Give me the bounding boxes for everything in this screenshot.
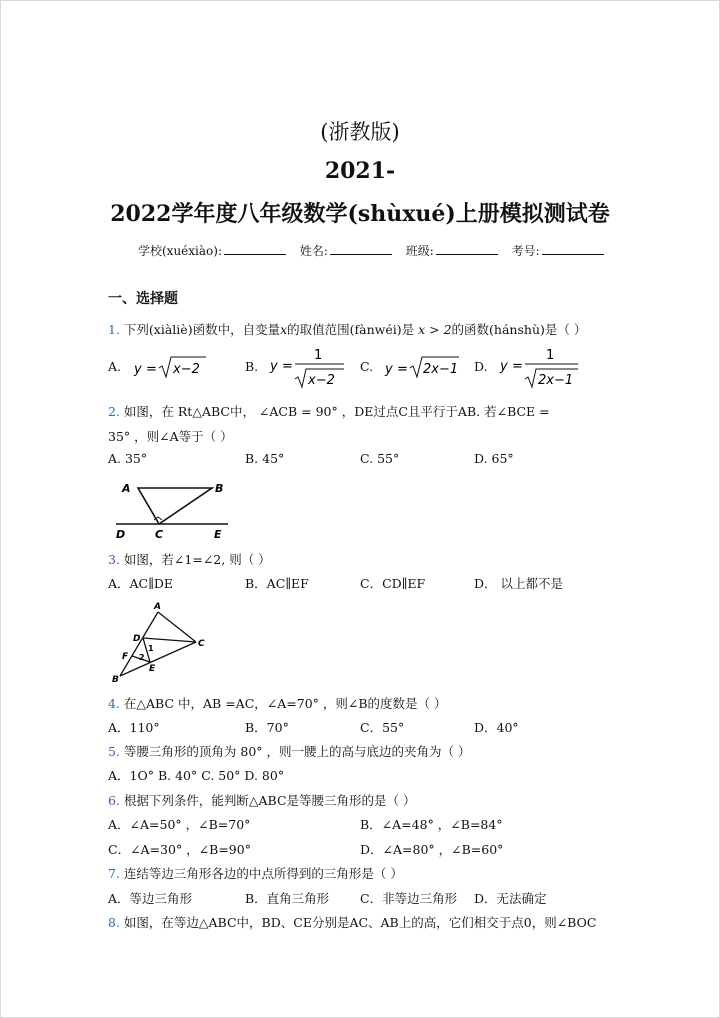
school-label: 学校(xuéxiào): — [138, 244, 222, 258]
option-d: D．∠A=80° ，∠B=60° — [360, 842, 504, 857]
year-label: 2021- — [324, 158, 396, 184]
label-e: E — [214, 528, 222, 541]
svg-text:=: = — [282, 359, 293, 374]
formula-radicand: 2x−1 — [423, 362, 459, 377]
question-number: 3. — [108, 552, 120, 567]
question-text: 的取值范围(fànwéi)是 — [287, 322, 415, 337]
label-a: A — [122, 482, 131, 495]
option-d-formula — [496, 343, 580, 389]
name-blank — [330, 242, 392, 255]
option-b-formula — [266, 343, 346, 389]
label-a: A — [154, 602, 161, 612]
question-2-line-2: 35° ，则∠A等于（ ） — [108, 429, 233, 444]
question-text: 连结等边三角形各边的中点所得到的三角形是（ ） — [123, 866, 403, 881]
option-b: B．70° — [245, 720, 289, 735]
option-a: A．AC∥DE — [108, 576, 174, 591]
variable-x: x — [280, 322, 288, 337]
page-title: 2022学年度八年级数学(shùxué)上册模拟测试卷 — [110, 201, 610, 227]
option-a: A. 35° — [108, 451, 148, 466]
question-1-options — [108, 343, 588, 389]
option-c-label: C. — [360, 359, 374, 374]
question-7 — [108, 864, 403, 882]
svg-text:=: = — [512, 359, 523, 374]
figure-q2 — [110, 472, 232, 542]
school-blank — [224, 242, 286, 255]
option-b: B．AC∥EF — [245, 576, 309, 591]
svg-text:=: = — [397, 362, 408, 377]
figure-q3 — [108, 598, 208, 684]
formula-radicand: x−2 — [173, 362, 200, 377]
label-b: B — [112, 675, 119, 684]
option-b: B．∠A=48° ，∠B=84° — [360, 817, 503, 832]
label-c: C — [198, 639, 205, 649]
question-number: 1. — [108, 322, 120, 337]
question-6-options-row-2 — [108, 840, 588, 858]
option-d-label: D. — [474, 359, 488, 374]
class-label: 班级: — [405, 244, 434, 258]
option-a-formula — [130, 349, 210, 383]
formula-y: y — [385, 362, 393, 377]
option-d: D．40° — [474, 720, 519, 735]
question-3 — [108, 550, 271, 568]
question-text: 的函数(hánshù)是（ ） — [451, 322, 587, 337]
question-text: 在△ABC 中，AB =AC，∠A=70° ，则∠B的度数是（ ） — [123, 696, 447, 711]
question-text: 如图，若∠1=∠2, 则（ ） — [123, 552, 271, 567]
option-d: D．无法确定 — [474, 891, 547, 906]
label-f: F — [122, 652, 129, 662]
question-text: 如图，在等边△ABC中，BD、CE分别是AC、AB上的高，它们相交于点0，则∠BOC — [123, 915, 597, 930]
question-3-options — [108, 574, 588, 592]
label-angle-1: 1 — [148, 644, 154, 653]
option-c: C．非等边三角形 — [360, 891, 458, 906]
option-a: A．∠A=50° ，∠B=70° — [108, 817, 251, 832]
question-number: 8. — [108, 915, 120, 930]
formula-radicand: x−2 — [308, 373, 335, 388]
question-7-options — [108, 889, 588, 907]
class-blank — [436, 242, 498, 255]
question-text: 如图，在 Rt△ABC中， ∠ACB = 90° ，DE过点C且平行于AB. 若∠BCE = — [123, 404, 550, 419]
question-text: 下列(xiàliè)函数中，自变量 — [123, 322, 281, 337]
option-d: D． 以上都不是 — [474, 576, 563, 591]
label-b: B — [215, 482, 224, 495]
formula-numerator: 1 — [314, 348, 323, 363]
student-info-line — [138, 242, 614, 259]
formula-numerator: 1 — [546, 348, 555, 363]
option-b: B．直角三角形 — [245, 891, 330, 906]
condition: x > 2 — [418, 322, 452, 337]
label-e: E — [149, 664, 156, 674]
option-c: C. 55° — [360, 451, 400, 466]
label-angle-2: 2 — [139, 653, 145, 662]
question-number: 5. — [108, 744, 120, 759]
label-d: D — [116, 528, 126, 541]
question-number: 6. — [108, 793, 120, 808]
question-6 — [108, 791, 416, 809]
option-d: D. 65° — [474, 451, 514, 466]
question-text: 根据下列条件，能判断△ABC是等腰三角形的是（ ） — [123, 793, 416, 808]
section-heading: 一、选择题 — [108, 291, 178, 307]
svg-text:=: = — [146, 362, 157, 377]
option-c: C．CD∥EF — [360, 576, 426, 591]
question-4-options — [108, 718, 588, 736]
edition-label: (浙教版) — [320, 120, 400, 144]
option-b: B. 45° — [245, 451, 285, 466]
formula-radicand: 2x−1 — [538, 373, 574, 388]
label-d: D — [133, 634, 141, 644]
formula-y: y — [134, 362, 142, 377]
exam-number-blank — [542, 242, 604, 255]
question-4 — [108, 694, 447, 712]
question-text: 等腰三角形的顶角为 80° ，则一腰上的高与底边的夹角为（ ） — [123, 744, 471, 759]
formula-y: y — [270, 359, 278, 374]
option-a: A．110° — [108, 720, 160, 735]
option-a-label: A. — [108, 359, 122, 374]
label-c: C — [155, 528, 164, 541]
option-b-label: B. — [245, 359, 259, 374]
exam-number-label: 考号: — [511, 244, 540, 258]
question-2-options — [108, 451, 588, 469]
question-number: 4. — [108, 696, 120, 711]
option-a: A．等边三角形 — [108, 891, 193, 906]
question-number: 7. — [108, 866, 120, 881]
question-2 — [108, 402, 550, 420]
question-5 — [108, 742, 471, 760]
question-number: 2. — [108, 404, 120, 419]
question-6-options-row-1 — [108, 815, 588, 833]
question-1 — [108, 320, 586, 338]
name-label: 姓名: — [299, 244, 328, 258]
question-5-options: A．1O° B. 40° C. 50° D. 80° — [108, 768, 285, 783]
question-8 — [108, 913, 596, 931]
formula-y: y — [500, 359, 508, 374]
option-c: C．∠A=30° ，∠B=90° — [108, 842, 251, 857]
option-c-formula — [381, 349, 461, 383]
option-c: C．55° — [360, 720, 405, 735]
